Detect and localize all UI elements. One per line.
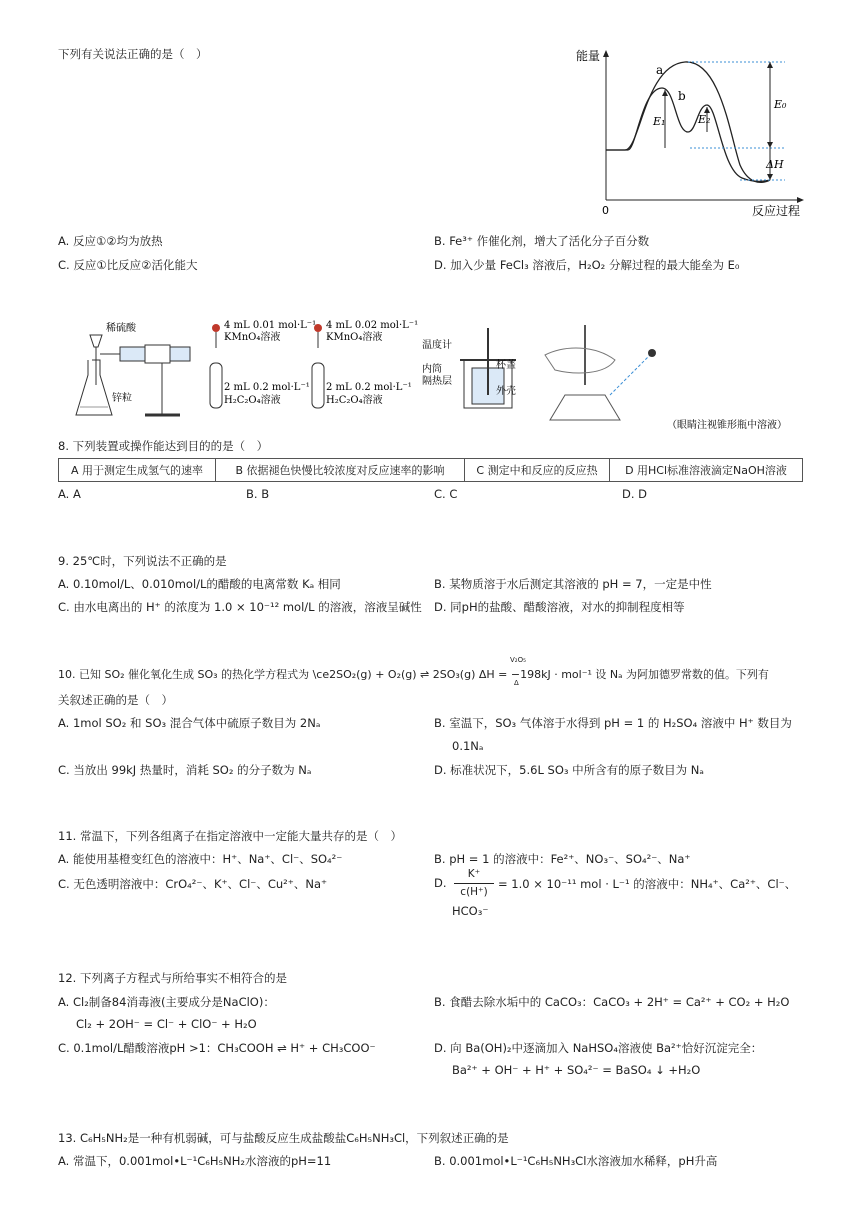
zinc-label: 锌粒	[112, 393, 132, 404]
q7-option-b: B. Fe³⁺ 作催化剂，增大了活化分子百分数	[434, 234, 650, 248]
q7-stem: 下列有关说法正确的是（ ）	[58, 47, 208, 61]
q11-option-a: A. 能使用基橙变红色的溶液中：H⁺、Na⁺、Cl⁻、SO₄²⁻	[58, 852, 343, 866]
q10-option-d: D. 标准状况下，5.6L SO₃ 中所含有的原子数目为 Nₐ	[434, 763, 704, 777]
b-top1b: KMnO₄溶液	[224, 332, 281, 343]
q9-option-c: C. 由水电离出的 H⁺ 的浓度为 1.0 × 10⁻¹² mol/L 的溶液，溶液呈碱性	[58, 600, 422, 614]
q8-option-b: B. B	[246, 487, 270, 501]
curve-b-label: b	[678, 89, 686, 103]
q8-stem: 8. 下列装置或操作能达到目的的是（ ）	[58, 439, 269, 453]
q11-option-d-cont: HCO₃⁻	[452, 904, 489, 918]
q8-option-c: C. C	[434, 487, 458, 501]
q7-option-d: D. 加入少量 FeCl₃ 溶液后，H₂O₂ 分解过程的最大能垒为 E₀	[434, 258, 740, 272]
q13-stem: 13. C₆H₅NH₂是一种有机弱碱，可与盐酸反应生成盐酸盐C₆H₅NH₃Cl，下列叙述正确的是	[58, 1131, 509, 1145]
x-axis-label: 反应过程	[752, 204, 801, 218]
q13-option-b: B. 0.001mol•L⁻¹C₆H₅NH₃Cl水溶液加水稀释，pH升高	[434, 1154, 718, 1168]
curve-a-label: a	[656, 63, 664, 77]
inner-cup-label: 内筒	[422, 364, 442, 375]
e1-label: E₁	[653, 115, 666, 128]
apparatus-a	[70, 315, 200, 423]
eye-note: （眼睛注视锥形瓶中溶液）	[667, 420, 787, 431]
q10-option-b: B. 室温下，SO₃ 气体溶于水得到 pH = 1 的 H₂SO₄ 溶液中 H⁺ 数目为	[434, 716, 792, 730]
b-top1: 4 mL 0.01 mol·L⁻¹	[224, 320, 317, 331]
dh-label: ΔH	[766, 158, 784, 171]
energy-diagram	[570, 40, 820, 220]
q9-option-d: D. 同pH的盐酸、醋酸溶液，对水的抑制程度相等	[434, 600, 685, 614]
q12-option-a: A. Cl₂制备84消毒液(主要成分是NaClO)：	[58, 995, 275, 1009]
q8-cell-c: C 测定中和反应的反应热	[465, 459, 610, 482]
b-bot2b: H₂C₂O₄溶液	[326, 395, 383, 406]
q10-heat-symbol: Δ	[514, 679, 519, 687]
q9-option-a: A. 0.10mol/L、0.010mol/L的醋酸的电离常数 Kₐ 相同	[58, 577, 341, 591]
q12-option-d: D. 向 Ba(OH)₂中逐滴加入 NaHSO₄溶液使 Ba²⁺恰好沉淀完全：	[434, 1041, 763, 1055]
q11-fraction-denominator: c(H⁺)	[460, 886, 488, 898]
thermometer-label: 温度计	[422, 340, 452, 351]
q7-option-a: A. 反应①②均为放热	[58, 234, 163, 248]
e0-label: E₀	[774, 98, 787, 111]
q11-fraction-bar	[454, 883, 494, 884]
b-bot1b: H₂C₂O₄溶液	[224, 395, 281, 406]
q10-option-c: C. 当放出 99kJ 热量时，消耗 SO₂ 的分子数为 Nₐ	[58, 763, 312, 777]
apparatus-d	[535, 315, 825, 435]
b-bot1: 2 mL 0.2 mol·L⁻¹	[224, 382, 310, 393]
lid-label: 杯盖	[496, 360, 516, 371]
apparatus-c	[420, 320, 530, 415]
apparatus-b	[208, 318, 418, 418]
origin-label: 0	[602, 204, 609, 217]
q11-option-b: B. pH = 1 的溶液中：Fe²⁺、NO₃⁻、SO₄²⁻、Na⁺	[434, 852, 691, 866]
b-top2b: KMnO₄溶液	[326, 332, 383, 343]
q8-cell-a: A 用于测定生成氢气的速率	[59, 459, 216, 482]
q7-option-c: C. 反应①比反应②活化能大	[58, 258, 198, 272]
q12-option-a-eq: Cl₂ + 2OH⁻ = Cl⁻ + ClO⁻ + H₂O	[76, 1017, 257, 1031]
insulation-label: 隔热层	[422, 376, 452, 387]
q8-option-a: A. A	[58, 487, 81, 501]
q12-option-b: B. 食醋去除水垢中的 CaCO₃：CaCO₃ + 2H⁺ = Ca²⁺ + CO₂ + H₂O	[434, 995, 790, 1009]
e2-label: E₂	[698, 113, 711, 126]
q12-option-c: C. 0.1mol/L醋酸溶液pH >1：CH₃COOH ⇌ H⁺ + CH₃COO⁻	[58, 1041, 376, 1055]
q11-option-d: = 1.0 × 10⁻¹¹ mol · L⁻¹ 的溶液中：NH₄⁺、Ca²⁺、Cl⁻、	[498, 877, 797, 891]
q12-stem: 12. 下列离子方程式与所给事实不相符合的是	[58, 971, 287, 985]
q13-option-a: A. 常温下，0.001mol•L⁻¹C₆H₅NH₂水溶液的pH=11	[58, 1154, 332, 1168]
q9-option-b: B. 某物质溶于水后测定其溶液的 pH = 7，一定是中性	[434, 577, 712, 591]
q11-option-c: C. 无色透明溶液中：CrO₄²⁻、K⁺、Cl⁻、Cu²⁺、Na⁺	[58, 877, 328, 891]
q10-catalyst: V₂O₅	[510, 656, 526, 664]
q10-stem-line1: 10. 已知 SO₂ 催化氧化生成 SO₃ 的热化学方程式为 \ce2SO₂(g) + O₂(g) ⇌ 2SO₃(g) ΔH = −198kJ · mol⁻¹ 设 Nₐ 为阿加德罗常数的值。下列有	[58, 668, 769, 681]
q9-stem: 9. 25℃时，下列说法不正确的是	[58, 554, 227, 568]
q11-fraction-numerator: K⁺	[467, 868, 481, 880]
q11-option-d-label: D.	[434, 876, 447, 890]
q8-cell-d: D 用HCl标准溶液滴定NaOH溶液	[610, 459, 803, 482]
outer-shell-label: 外壳	[496, 386, 516, 397]
q11-stem: 11. 常温下，下列各组离子在指定溶液中一定能大量共存的是（ ）	[58, 829, 402, 843]
q8-cell-b: B 依据褪色快慢比较浓度对反应速率的影响	[216, 459, 465, 482]
q10-stem-line2: 关叙述正确的是（ ）	[58, 693, 173, 707]
dilute-acid-label: 稀硫酸	[106, 323, 136, 334]
q10-option-b-cont: 0.1Nₐ	[452, 739, 484, 753]
q8-options-table	[58, 458, 803, 482]
q8-option-d: D. D	[622, 487, 648, 501]
b-top2: 4 mL 0.02 mol·L⁻¹	[326, 320, 418, 331]
q10-option-a: A. 1mol SO₂ 和 SO₃ 混合气体中硫原子数目为 2Nₐ	[58, 716, 321, 730]
b-bot2: 2 mL 0.2 mol·L⁻¹	[326, 382, 412, 393]
q12-option-d-eq: Ba²⁺ + OH⁻ + H⁺ + SO₄²⁻ = BaSO₄ ↓ +H₂O	[452, 1063, 701, 1077]
y-axis-label: 能量	[576, 49, 601, 63]
